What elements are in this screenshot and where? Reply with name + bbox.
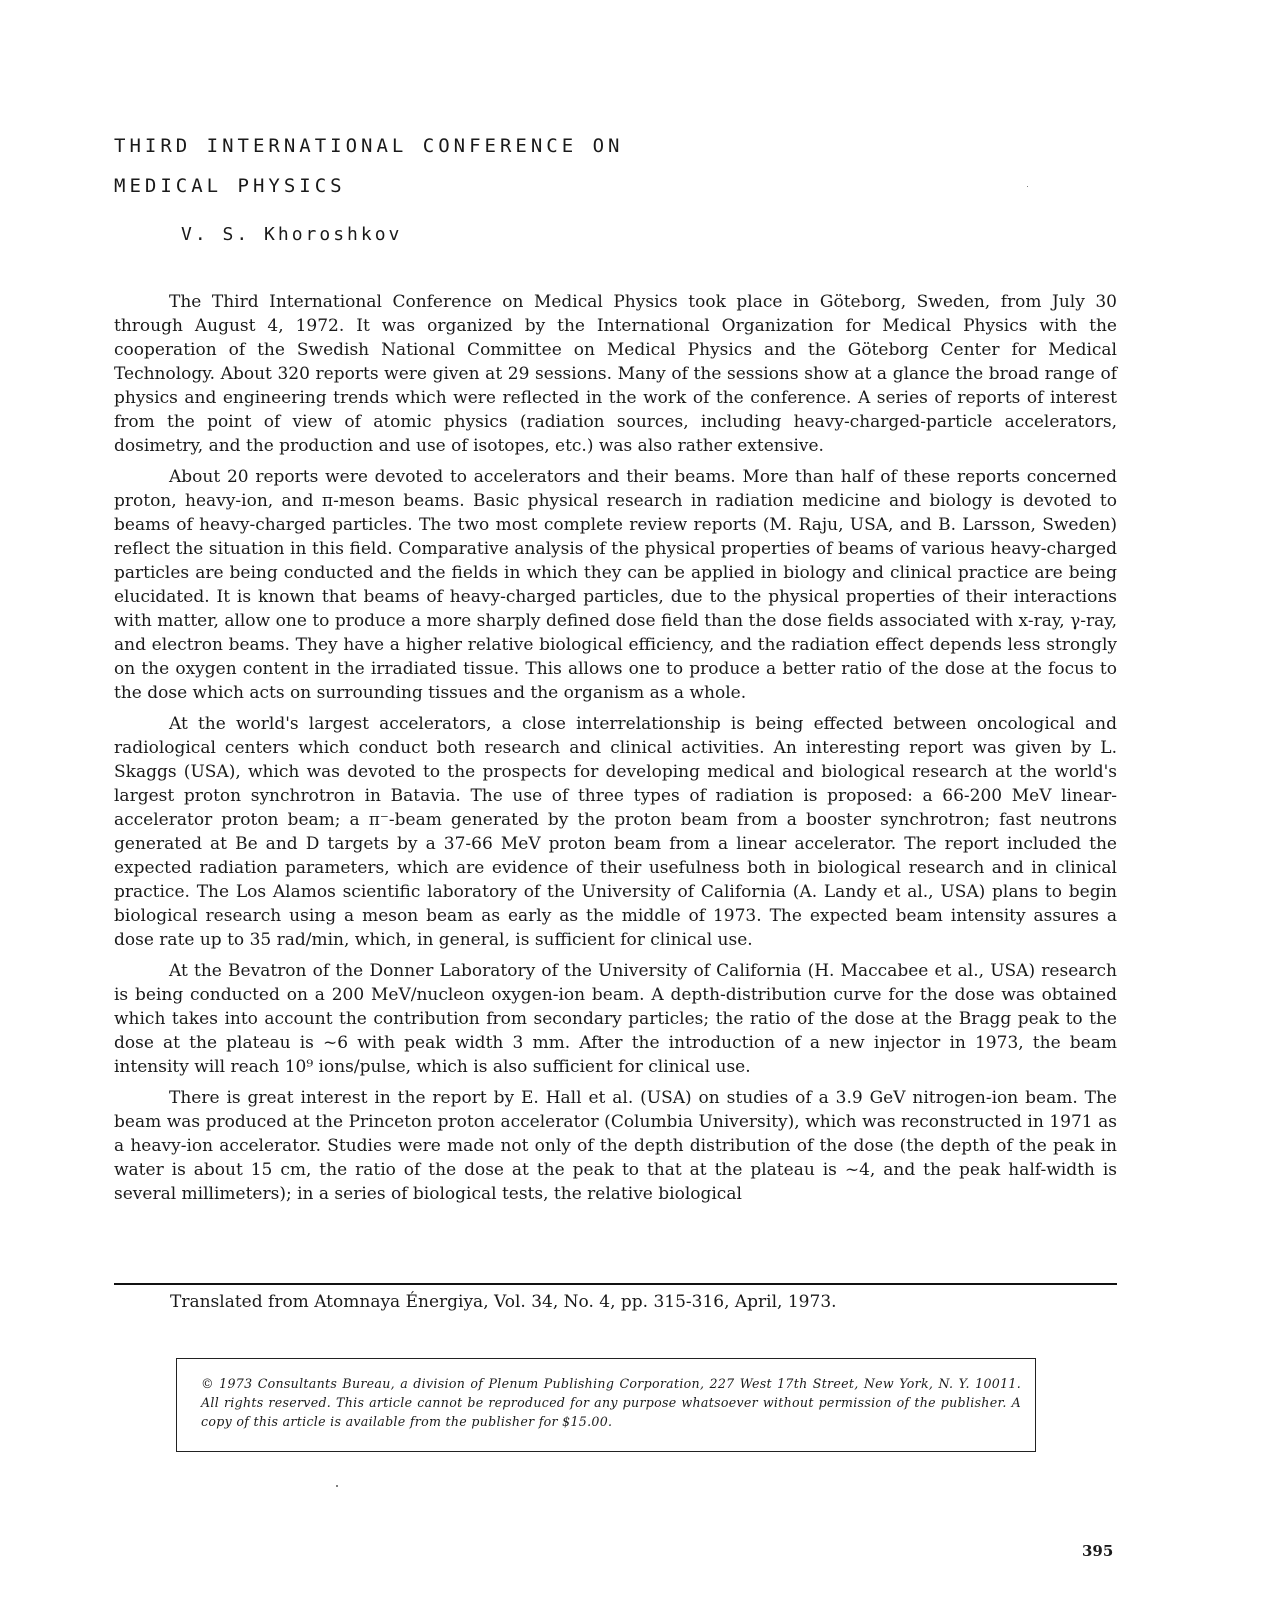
author-name: V. S. Khoroshkov bbox=[181, 224, 403, 245]
article-title-line-2: MEDICAL PHYSICS bbox=[114, 175, 346, 197]
paragraph: The Third International Conference on Medical Physics took place in Göteborg, Sweden, from July 30 through August 4, 1972. It was organized by the International Organization for Medical Physics with the cooperation of the Swedish National Committee on Medical Physics and the Göteborg Center for Medical Technology. About 320 reports were given at 29 sessions. Many of the sessions show at a glance the broad range of physics and engineering trends which were reflected in the work of the conference. A series of reports of interest from the point of view of atomic physics (radiation sources, including heavy-charged-particle accelerators, dosimetry, and the production and use of isotopes, etc.) was also rather extensive. bbox=[114, 292, 1117, 456]
article-title-line-1: THIRD INTERNATIONAL CONFERENCE ON bbox=[114, 135, 624, 157]
footnote-divider bbox=[114, 1283, 1117, 1285]
translation-source-note: Translated from Atomnaya Énergiya, Vol. 34, No. 4, pp. 315-316, April, 1973. bbox=[170, 1292, 837, 1312]
page-number: 395 bbox=[1082, 1542, 1114, 1560]
paragraph: At the Bevatron of the Donner Laboratory of the University of California (H. Maccabee et al., USA) research is being conducted on a 200 MeV/nucleon oxygen-ion beam. A depth-distribution curve for the dose was obtained which takes into account the contribution from secondary particles; the ratio of the dose at the Bragg peak to the dose at the plateau is ~6 with peak width 3 mm. After the introduction of a new injector in 1973, the beam intensity will reach 10⁹ ions/pulse, which is also sufficient for clinical use. bbox=[114, 961, 1117, 1077]
copyright-notice-text: © 1973 Consultants Bureau, a division of Plenum Publishing Corporation, 227 West 17th Street, New York, N. Y. 10011. All rights reserved. This article cannot be reproduced for any purpose whatsoever without permission of the publisher. A copy of this article is available from the publisher for $15.00. bbox=[201, 1376, 1021, 1429]
scan-speck bbox=[336, 1485, 338, 1487]
copyright-notice-box bbox=[176, 1358, 1036, 1452]
article-body bbox=[114, 290, 1117, 1213]
paragraph: There is great interest in the report by E. Hall et al. (USA) on studies of a 3.9 GeV nitrogen-ion beam. The beam was produced at the Princeton proton accelerator (Columbia University), which was reconstructed in 1971 as a heavy-ion accelerator. Studies were made not only of the depth distribution of the dose (the depth of the peak in water is about 15 cm, the ratio of the dose at the peak to that at the plateau is ~4, and the peak half-width is several millimeters); in a series of biological tests, the relative biological bbox=[114, 1088, 1117, 1204]
paragraph: At the world's largest accelerators, a close interrelationship is being effected between oncological and radiological centers which conduct both research and clinical activities. An interesting report was given by L. Skaggs (USA), which was devoted to the prospects for developing medical and biological research at the world's largest proton synchrotron in Batavia. The use of three types of radiation is proposed: a 66-200 MeV linear-accelerator proton beam; a π⁻-beam generated by the proton beam from a booster synchrotron; fast neutrons generated at Be and D targets by a 37-66 MeV proton beam from a linear accelerator. The report included the expected radiation parameters, which are evidence of their usefulness both in biological research and in clinical practice. The Los Alamos scientific laboratory of the University of California (A. Landy et al., USA) plans to begin biological research using a meson beam as early as the middle of 1973. The expected beam intensity assures a dose rate up to 35 rad/min, which, in general, is sufficient for clinical use. bbox=[114, 714, 1117, 950]
scan-speck bbox=[1027, 186, 1028, 187]
paragraph: About 20 reports were devoted to accelerators and their beams. More than half of these reports concerned proton, heavy-ion, and π-meson beams. Basic physical research in radiation medicine and biology is devoted to beams of heavy-charged particles. The two most complete review reports (M. Raju, USA, and B. Larsson, Sweden) reflect the situation in this field. Comparative analysis of the physical properties of beams of various heavy-charged particles are being conducted and the fields in which they can be applied in biology and clinical practice are being elucidated. It is known that beams of heavy-charged particles, due to the physical properties of their interactions with matter, allow one to produce a more sharply defined dose field than the dose fields associated with x-ray, γ-ray, and electron beams. They have a higher relative biological efficiency, and the radiation effect depends less strongly on the oxygen content in the irradiated tissue. This allows one to produce a better ratio of the dose at the focus to the dose which acts on surrounding tissues and the organism as a whole. bbox=[114, 467, 1117, 703]
